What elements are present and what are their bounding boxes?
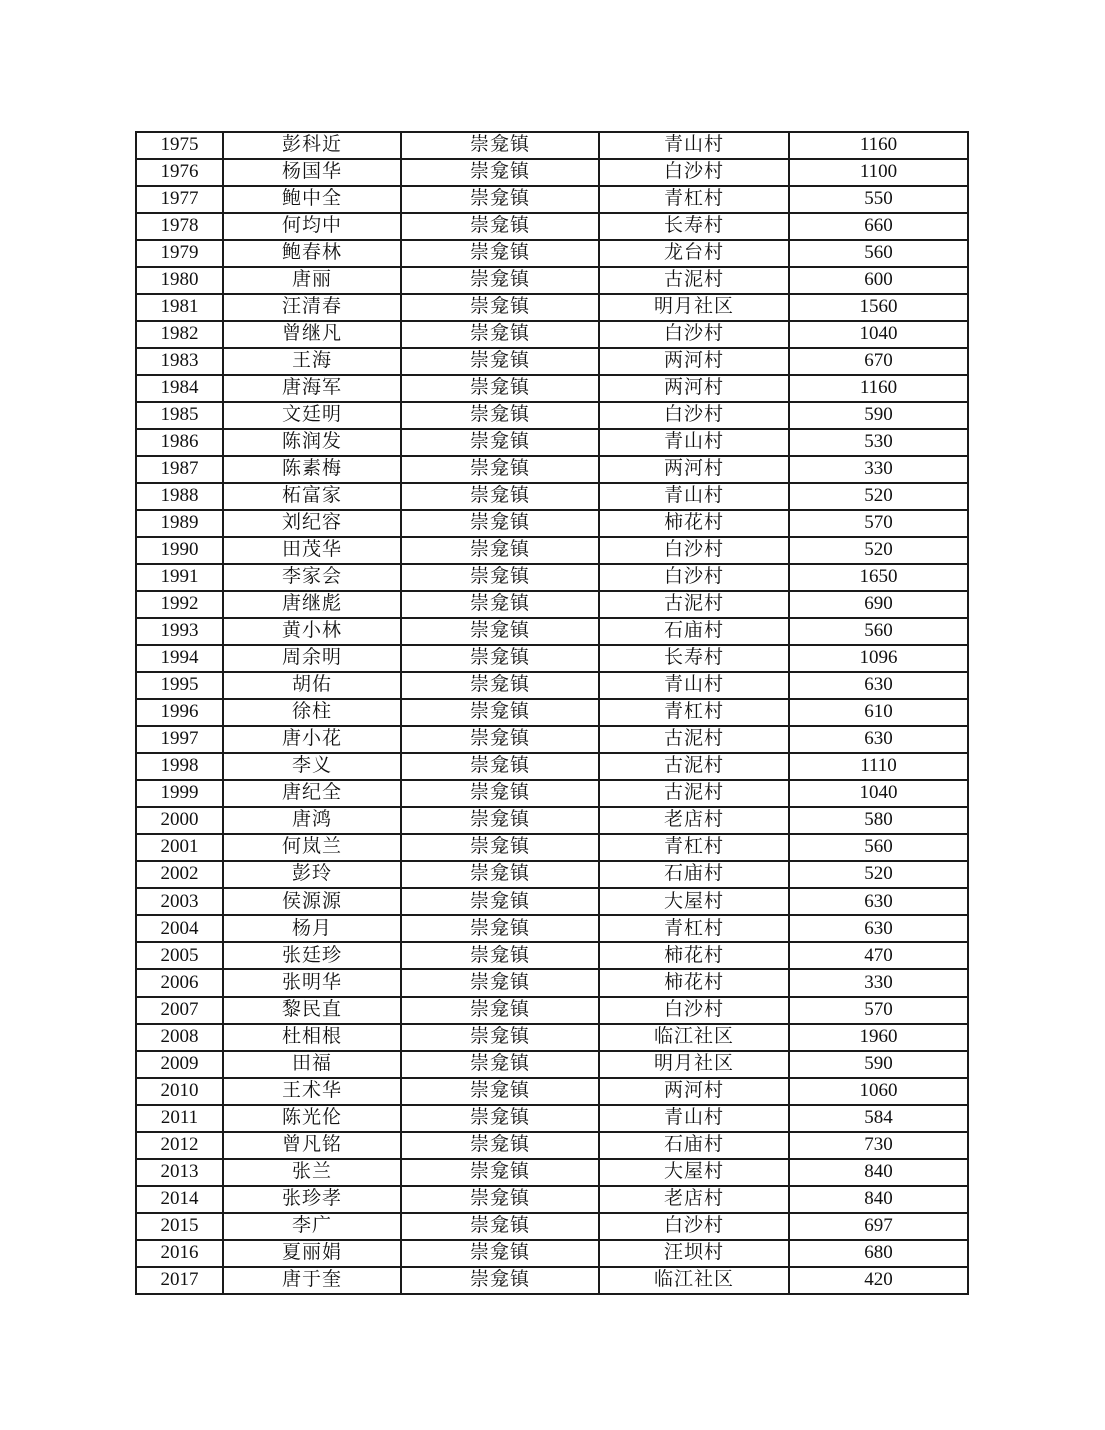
name-cell: 李广 [223, 1213, 401, 1240]
amount-cell: 1560 [789, 294, 968, 321]
name-cell: 鲍春林 [223, 240, 401, 267]
name-cell: 鲍中全 [223, 186, 401, 213]
town-cell: 崇龛镇 [401, 213, 599, 240]
name-cell: 张兰 [223, 1159, 401, 1186]
town-cell: 崇龛镇 [401, 618, 599, 645]
village-cell: 青杠村 [599, 834, 789, 861]
village-cell: 青山村 [599, 132, 789, 159]
village-cell: 古泥村 [599, 591, 789, 618]
village-cell: 白沙村 [599, 159, 789, 186]
amount-cell: 330 [789, 969, 968, 996]
name-cell: 汪清春 [223, 294, 401, 321]
table-row [136, 969, 968, 996]
table-row [136, 348, 968, 375]
seq-cell: 1996 [136, 699, 223, 726]
table-row [136, 915, 968, 942]
table-row [136, 510, 968, 537]
town-cell: 崇龛镇 [401, 942, 599, 969]
village-cell: 青山村 [599, 1105, 789, 1132]
amount-cell: 570 [789, 510, 968, 537]
name-cell: 黎民直 [223, 997, 401, 1024]
amount-cell: 1100 [789, 159, 968, 186]
name-cell: 张明华 [223, 969, 401, 996]
town-cell: 崇龛镇 [401, 645, 599, 672]
table-row [136, 294, 968, 321]
amount-cell: 560 [789, 240, 968, 267]
amount-cell: 570 [789, 997, 968, 1024]
amount-cell: 600 [789, 267, 968, 294]
town-cell: 崇龛镇 [401, 483, 599, 510]
table-row [136, 672, 968, 699]
village-cell: 青杠村 [599, 186, 789, 213]
name-cell: 张珍孝 [223, 1186, 401, 1213]
amount-cell: 590 [789, 1051, 968, 1078]
amount-cell: 584 [789, 1105, 968, 1132]
village-cell: 石庙村 [599, 618, 789, 645]
table-row [136, 1186, 968, 1213]
table-row [136, 1105, 968, 1132]
seq-cell: 1977 [136, 186, 223, 213]
name-cell: 唐小花 [223, 726, 401, 753]
amount-cell: 697 [789, 1213, 968, 1240]
seq-cell: 1992 [136, 591, 223, 618]
seq-cell: 2006 [136, 969, 223, 996]
amount-cell: 630 [789, 915, 968, 942]
name-cell: 杨月 [223, 915, 401, 942]
amount-cell: 610 [789, 699, 968, 726]
town-cell: 崇龛镇 [401, 1078, 599, 1105]
table-row [136, 321, 968, 348]
name-cell: 唐丽 [223, 267, 401, 294]
village-cell: 白沙村 [599, 537, 789, 564]
seq-cell: 1984 [136, 375, 223, 402]
name-cell: 田茂华 [223, 537, 401, 564]
village-cell: 老店村 [599, 807, 789, 834]
town-cell: 崇龛镇 [401, 186, 599, 213]
village-cell: 两河村 [599, 456, 789, 483]
seq-cell: 2011 [136, 1105, 223, 1132]
table-row [136, 429, 968, 456]
town-cell: 崇龛镇 [401, 1051, 599, 1078]
table-row [136, 1213, 968, 1240]
table-row [136, 780, 968, 807]
village-cell: 老店村 [599, 1186, 789, 1213]
table-row [136, 375, 968, 402]
table-row [136, 132, 968, 159]
table-row [136, 618, 968, 645]
name-cell: 李义 [223, 753, 401, 780]
village-cell: 石庙村 [599, 1132, 789, 1159]
name-cell: 徐柱 [223, 699, 401, 726]
seq-cell: 1988 [136, 483, 223, 510]
town-cell: 崇龛镇 [401, 456, 599, 483]
seq-cell: 2003 [136, 888, 223, 915]
seq-cell: 1982 [136, 321, 223, 348]
town-cell: 崇龛镇 [401, 1267, 599, 1294]
amount-cell: 730 [789, 1132, 968, 1159]
village-cell: 两河村 [599, 375, 789, 402]
seq-cell: 2013 [136, 1159, 223, 1186]
amount-cell: 630 [789, 726, 968, 753]
seq-cell: 2008 [136, 1024, 223, 1051]
table-row [136, 1078, 968, 1105]
table-row [136, 1132, 968, 1159]
village-cell: 临江社区 [599, 1267, 789, 1294]
amount-cell: 580 [789, 807, 968, 834]
table-row [136, 483, 968, 510]
table-row [136, 888, 968, 915]
town-cell: 崇龛镇 [401, 699, 599, 726]
village-cell: 古泥村 [599, 726, 789, 753]
village-cell: 长寿村 [599, 645, 789, 672]
village-cell: 白沙村 [599, 321, 789, 348]
table-row [136, 267, 968, 294]
amount-cell: 690 [789, 591, 968, 618]
table-row [136, 699, 968, 726]
amount-cell: 1110 [789, 753, 968, 780]
amount-cell: 1040 [789, 321, 968, 348]
town-cell: 崇龛镇 [401, 726, 599, 753]
table-row [136, 591, 968, 618]
table-row [136, 753, 968, 780]
name-cell: 侯源源 [223, 888, 401, 915]
name-cell: 曾继凡 [223, 321, 401, 348]
seq-cell: 2001 [136, 834, 223, 861]
town-cell: 崇龛镇 [401, 564, 599, 591]
name-cell: 杜相根 [223, 1024, 401, 1051]
town-cell: 崇龛镇 [401, 429, 599, 456]
seq-cell: 1975 [136, 132, 223, 159]
name-cell: 陈润发 [223, 429, 401, 456]
table-row [136, 997, 968, 1024]
village-cell: 石庙村 [599, 861, 789, 888]
town-cell: 崇龛镇 [401, 834, 599, 861]
seq-cell: 2015 [136, 1213, 223, 1240]
seq-cell: 1993 [136, 618, 223, 645]
amount-cell: 470 [789, 942, 968, 969]
name-cell: 陈光伦 [223, 1105, 401, 1132]
town-cell: 崇龛镇 [401, 969, 599, 996]
village-cell: 两河村 [599, 1078, 789, 1105]
village-cell: 两河村 [599, 348, 789, 375]
village-cell: 青山村 [599, 429, 789, 456]
amount-cell: 520 [789, 483, 968, 510]
village-cell: 青山村 [599, 483, 789, 510]
table-row [136, 402, 968, 429]
name-cell: 王海 [223, 348, 401, 375]
town-cell: 崇龛镇 [401, 1186, 599, 1213]
table-row [136, 942, 968, 969]
name-cell: 曾凡铭 [223, 1132, 401, 1159]
seq-cell: 2010 [136, 1078, 223, 1105]
name-cell: 唐海军 [223, 375, 401, 402]
amount-cell: 560 [789, 618, 968, 645]
town-cell: 崇龛镇 [401, 537, 599, 564]
seq-cell: 1987 [136, 456, 223, 483]
town-cell: 崇龛镇 [401, 132, 599, 159]
seq-cell: 1976 [136, 159, 223, 186]
seq-cell: 2014 [136, 1186, 223, 1213]
town-cell: 崇龛镇 [401, 753, 599, 780]
village-cell: 白沙村 [599, 402, 789, 429]
name-cell: 何岚兰 [223, 834, 401, 861]
town-cell: 崇龛镇 [401, 240, 599, 267]
town-cell: 崇龛镇 [401, 321, 599, 348]
table-row [136, 645, 968, 672]
village-cell: 明月社区 [599, 1051, 789, 1078]
name-cell: 田福 [223, 1051, 401, 1078]
table-row [136, 1051, 968, 1078]
town-cell: 崇龛镇 [401, 402, 599, 429]
town-cell: 崇龛镇 [401, 591, 599, 618]
table-row [136, 807, 968, 834]
name-cell: 张廷珍 [223, 942, 401, 969]
town-cell: 崇龛镇 [401, 672, 599, 699]
amount-cell: 630 [789, 672, 968, 699]
amount-cell: 420 [789, 1267, 968, 1294]
seq-cell: 1985 [136, 402, 223, 429]
town-cell: 崇龛镇 [401, 267, 599, 294]
name-cell: 陈素梅 [223, 456, 401, 483]
name-cell: 彭科近 [223, 132, 401, 159]
table-row [136, 213, 968, 240]
seq-cell: 1980 [136, 267, 223, 294]
town-cell: 崇龛镇 [401, 1132, 599, 1159]
table-row [136, 240, 968, 267]
beneficiary-table [135, 131, 969, 1295]
amount-cell: 660 [789, 213, 968, 240]
table-row [136, 726, 968, 753]
seq-cell: 2012 [136, 1132, 223, 1159]
seq-cell: 1998 [136, 753, 223, 780]
amount-cell: 1096 [789, 645, 968, 672]
table-row [136, 1159, 968, 1186]
table-row [136, 861, 968, 888]
name-cell: 杨国华 [223, 159, 401, 186]
amount-cell: 1160 [789, 375, 968, 402]
town-cell: 崇龛镇 [401, 1240, 599, 1267]
village-cell: 大屋村 [599, 888, 789, 915]
town-cell: 崇龛镇 [401, 510, 599, 537]
amount-cell: 530 [789, 429, 968, 456]
table-row [136, 159, 968, 186]
seq-cell: 1983 [136, 348, 223, 375]
seq-cell: 1978 [136, 213, 223, 240]
seq-cell: 2007 [136, 997, 223, 1024]
village-cell: 古泥村 [599, 753, 789, 780]
name-cell: 李家会 [223, 564, 401, 591]
village-cell: 大屋村 [599, 1159, 789, 1186]
seq-cell: 1990 [136, 537, 223, 564]
village-cell: 明月社区 [599, 294, 789, 321]
village-cell: 汪坝村 [599, 1240, 789, 1267]
village-cell: 白沙村 [599, 997, 789, 1024]
town-cell: 崇龛镇 [401, 159, 599, 186]
town-cell: 崇龛镇 [401, 1105, 599, 1132]
amount-cell: 840 [789, 1186, 968, 1213]
table-row [136, 1240, 968, 1267]
table-row [136, 456, 968, 483]
name-cell: 胡佑 [223, 672, 401, 699]
town-cell: 崇龛镇 [401, 1159, 599, 1186]
village-cell: 青杠村 [599, 915, 789, 942]
town-cell: 崇龛镇 [401, 997, 599, 1024]
town-cell: 崇龛镇 [401, 915, 599, 942]
town-cell: 崇龛镇 [401, 780, 599, 807]
village-cell: 柿花村 [599, 969, 789, 996]
name-cell: 何均中 [223, 213, 401, 240]
table-row [136, 564, 968, 591]
amount-cell: 680 [789, 1240, 968, 1267]
seq-cell: 1999 [136, 780, 223, 807]
seq-cell: 1979 [136, 240, 223, 267]
name-cell: 周余明 [223, 645, 401, 672]
town-cell: 崇龛镇 [401, 888, 599, 915]
village-cell: 龙台村 [599, 240, 789, 267]
town-cell: 崇龛镇 [401, 348, 599, 375]
amount-cell: 1040 [789, 780, 968, 807]
village-cell: 青山村 [599, 672, 789, 699]
town-cell: 崇龛镇 [401, 861, 599, 888]
name-cell: 唐纪全 [223, 780, 401, 807]
village-cell: 白沙村 [599, 564, 789, 591]
village-cell: 长寿村 [599, 213, 789, 240]
town-cell: 崇龛镇 [401, 294, 599, 321]
table-row [136, 1024, 968, 1051]
seq-cell: 1997 [136, 726, 223, 753]
seq-cell: 1991 [136, 564, 223, 591]
seq-cell: 2009 [136, 1051, 223, 1078]
name-cell: 柘富家 [223, 483, 401, 510]
table-row [136, 537, 968, 564]
name-cell: 夏丽娟 [223, 1240, 401, 1267]
name-cell: 王术华 [223, 1078, 401, 1105]
amount-cell: 590 [789, 402, 968, 429]
seq-cell: 2000 [136, 807, 223, 834]
town-cell: 崇龛镇 [401, 1024, 599, 1051]
seq-cell: 1986 [136, 429, 223, 456]
town-cell: 崇龛镇 [401, 375, 599, 402]
name-cell: 刘纪容 [223, 510, 401, 537]
village-cell: 柿花村 [599, 942, 789, 969]
seq-cell: 1995 [136, 672, 223, 699]
village-cell: 临江社区 [599, 1024, 789, 1051]
seq-cell: 2005 [136, 942, 223, 969]
name-cell: 黄小林 [223, 618, 401, 645]
amount-cell: 550 [789, 186, 968, 213]
seq-cell: 2017 [136, 1267, 223, 1294]
name-cell: 文廷明 [223, 402, 401, 429]
village-cell: 柿花村 [599, 510, 789, 537]
amount-cell: 330 [789, 456, 968, 483]
town-cell: 崇龛镇 [401, 807, 599, 834]
table-row [136, 834, 968, 861]
name-cell: 彭玲 [223, 861, 401, 888]
amount-cell: 520 [789, 861, 968, 888]
amount-cell: 670 [789, 348, 968, 375]
amount-cell: 560 [789, 834, 968, 861]
town-cell: 崇龛镇 [401, 1213, 599, 1240]
name-cell: 唐继彪 [223, 591, 401, 618]
name-cell: 唐鸿 [223, 807, 401, 834]
amount-cell: 1060 [789, 1078, 968, 1105]
village-cell: 古泥村 [599, 780, 789, 807]
amount-cell: 840 [789, 1159, 968, 1186]
amount-cell: 1160 [789, 132, 968, 159]
seq-cell: 2004 [136, 915, 223, 942]
village-cell: 青杠村 [599, 699, 789, 726]
seq-cell: 1989 [136, 510, 223, 537]
seq-cell: 1994 [136, 645, 223, 672]
amount-cell: 1650 [789, 564, 968, 591]
amount-cell: 630 [789, 888, 968, 915]
amount-cell: 520 [789, 537, 968, 564]
seq-cell: 2016 [136, 1240, 223, 1267]
table-body [136, 132, 968, 1294]
name-cell: 唐于奎 [223, 1267, 401, 1294]
seq-cell: 2002 [136, 861, 223, 888]
table-row [136, 1267, 968, 1294]
table-row [136, 186, 968, 213]
amount-cell: 1960 [789, 1024, 968, 1051]
seq-cell: 1981 [136, 294, 223, 321]
village-cell: 白沙村 [599, 1213, 789, 1240]
village-cell: 古泥村 [599, 267, 789, 294]
